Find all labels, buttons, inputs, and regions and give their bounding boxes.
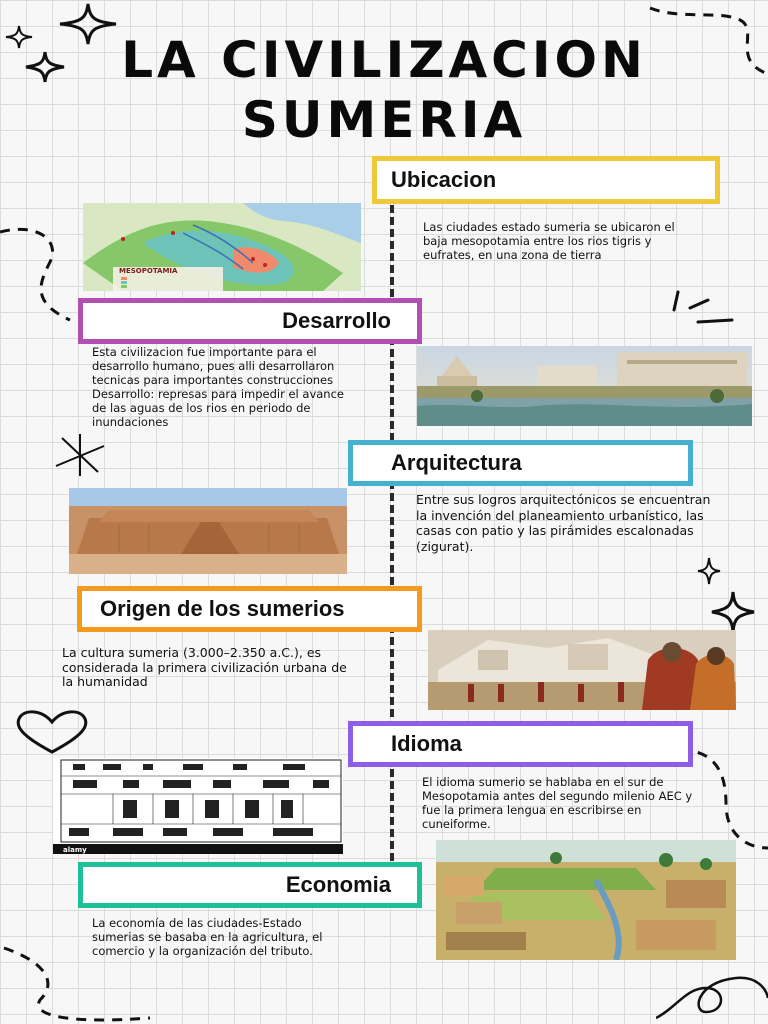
label-economia: Economia	[78, 862, 422, 908]
heart-icon	[12, 708, 92, 756]
sumerian-farming-painting-image	[436, 840, 736, 960]
star-burst-doodle	[50, 432, 110, 478]
label-arquitectura: Arquitectura	[348, 440, 693, 486]
image-watermark: alamy	[63, 846, 87, 854]
text-economia: La economía de las ciudades-Estado sumerias se basaba en la agricultura, el comercio y la organización del tributo.	[92, 916, 323, 958]
text-arquitectura: Entre sus logros arquitectónicos se encuentran la invención del planeamiento urbanístico, las casas con patio y las pirámides escalonadas (zigurat).	[416, 492, 711, 554]
title-line-2: SUMERIA	[241, 91, 527, 149]
spark-lines-doodle	[668, 290, 738, 330]
page-title	[0, 30, 768, 150]
ziggurat-photo-image	[69, 488, 347, 574]
sparkle-icon	[710, 590, 756, 634]
swirl-doodle	[656, 968, 768, 1024]
ancient-city-painting-image	[417, 346, 752, 426]
label-desarrollo: Desarrollo	[78, 298, 422, 344]
sumerian-people-painting-image	[428, 630, 736, 710]
map-mesopotamia-image	[83, 203, 361, 291]
title-line-1: LA CIVILIZACION	[121, 31, 647, 89]
text-origen: La cultura sumeria (3.000–2.350 a.C.), es considerada la primera civilización urbana de la humanidad	[62, 645, 347, 689]
sparkle-icon	[696, 556, 722, 586]
label-ubicacion: Ubicacion	[372, 156, 720, 204]
label-origen: Origen de los sumerios	[77, 586, 422, 632]
cuneiform-table-image	[53, 758, 343, 854]
text-idioma: El idioma sumerio se hablaba en el sur de Mesopotamia antes del segundo milenio AEC y fue la primera lengua en escribirse en cuneiforme.	[422, 775, 693, 831]
label-idioma: Idioma	[348, 721, 693, 767]
text-desarrollo: Esta civilizacion fue importante para el desarrollo humano, pues alli desarrollaron tecnicas para importantes construcciones Desarrollo: represas para impedir el avance de las aguas de los rios en periodo de inundaciones	[92, 345, 344, 429]
text-ubicacion: Las ciudades estado sumeria se ubicaron el baja mesopotamia entre los rios tigris y eufrates, en una zona de tierra	[423, 220, 675, 262]
map-label: MESOPOTAMIA	[119, 267, 178, 275]
